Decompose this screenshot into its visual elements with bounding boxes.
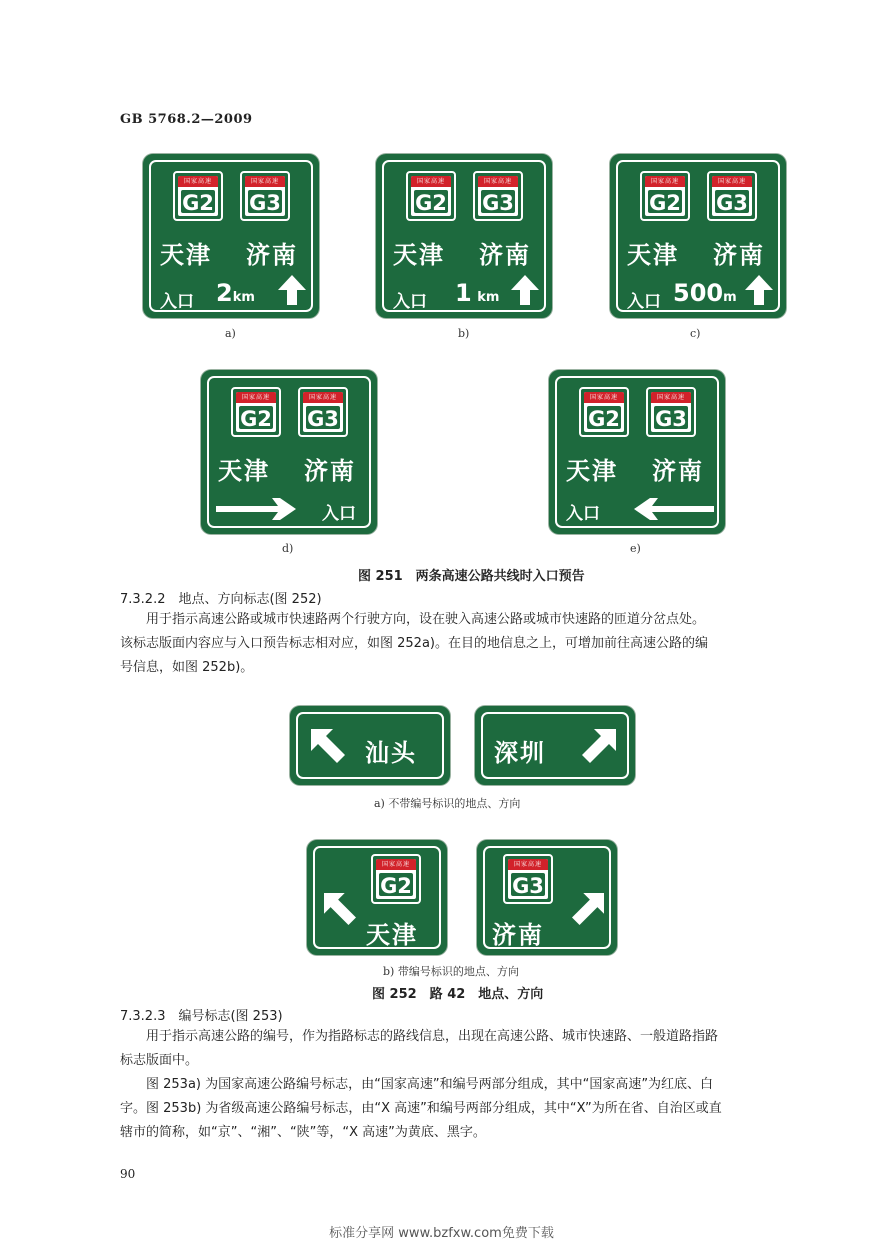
distance: 1 km <box>455 279 500 307</box>
caption-251a: a) <box>225 327 236 340</box>
paragraph-line: 用于指示高速公路或城市快速路两个行驶方向，设在驶入高速公路或城市快速路的匝道分岔点处。 <box>146 612 706 627</box>
route-shield: 国家高速 G2 <box>406 171 456 221</box>
arrow-left-icon <box>634 497 714 521</box>
paragraph-line: 辖市的简称，如“京”、“湘”、“陕”等，“X 高速”为黄底、黑字。 <box>120 1125 486 1140</box>
caption-251d: d) <box>282 542 294 555</box>
sign-252a-shantou <box>290 706 450 785</box>
city-jinan: 济南 <box>246 241 298 269</box>
section-heading-7323: 7.3.2.3 编号标志(图 253) <box>120 1009 283 1024</box>
standard-code: GB 5768.2—2009 <box>120 112 253 127</box>
sign-251a <box>143 154 319 318</box>
route-shield: 国家高速 G2 <box>640 171 690 221</box>
city-jinan: 济南 <box>304 457 356 485</box>
sign-252a-shenzhen <box>475 706 635 785</box>
paragraph-line: 字。图 253b) 为省级高速公路编号标志，由“X 高速”和编号两部分组成，其中“X”为所在省、自治区或直 <box>120 1101 722 1116</box>
sign-251d <box>201 370 377 534</box>
entry-label: 入口 <box>627 292 661 312</box>
caption-252a: a) 不带编号标识的地点、方向 <box>374 797 521 810</box>
entry-label: 入口 <box>566 504 600 524</box>
arrow-right-icon <box>216 497 296 521</box>
paragraph-line: 该标志版面内容应与入口预告标志相对应，如图 252a)。在目的地信息之上，可增加前往高速公路的编 <box>120 636 708 651</box>
paragraph-line: 号信息，如图 252b)。 <box>120 660 254 675</box>
caption-251b: b) <box>458 327 470 340</box>
arrow-up-icon <box>278 275 306 305</box>
city-jinan: 济南 <box>652 457 704 485</box>
route-shield: 国家高速 G3 <box>298 387 348 437</box>
figure-252-title: 图 252 路 42 地点、方向 <box>372 987 544 1002</box>
route-shield: 国家高速 G3 <box>646 387 696 437</box>
route-shield: 国家高速 G3 <box>473 171 523 221</box>
distance: 500m <box>673 279 737 307</box>
route-shield: 国家高速 G2 <box>231 387 281 437</box>
sign-252b-jinan <box>477 840 617 955</box>
caption-251e: e) <box>630 542 641 555</box>
arrow-up-right-icon <box>572 893 604 925</box>
city-shenzhen: 深圳 <box>494 739 546 767</box>
route-shield: 国家高速 G2 <box>579 387 629 437</box>
city-tianjin: 天津 <box>218 457 270 485</box>
route-shield: 国家高速 G2 <box>371 854 421 904</box>
route-shield: 国家高速 G3 <box>240 171 290 221</box>
city-tianjin: 天津 <box>160 241 212 269</box>
distance: 2km <box>216 279 255 307</box>
arrow-up-icon <box>745 275 773 305</box>
city-jinan: 济南 <box>713 241 765 269</box>
figure-251-title: 图 251 两条高速公路共线时入口预告 <box>358 569 585 584</box>
city-shantou: 汕头 <box>365 739 417 767</box>
route-shield: 国家高速 G3 <box>503 854 553 904</box>
sign-251e <box>549 370 725 534</box>
city-jinan: 济南 <box>492 921 544 949</box>
section-7322-body <box>120 608 810 680</box>
arrow-up-left-icon <box>324 893 356 925</box>
caption-252b: b) 带编号标识的地点、方向 <box>383 965 519 978</box>
paragraph-line: 图 253a) 为国家高速公路编号标志，由“国家高速”和编号两部分组成，其中“国家高速”为红底、白 <box>146 1077 714 1092</box>
sign-251c <box>610 154 786 318</box>
sign-252b-tianjin <box>307 840 447 955</box>
arrow-up-right-icon <box>582 729 616 763</box>
paragraph-line: 标志版面中。 <box>120 1053 199 1068</box>
entry-label: 入口 <box>322 504 356 524</box>
entry-label: 入口 <box>160 292 194 312</box>
city-tianjin: 天津 <box>366 921 418 949</box>
footer-watermark[interactable]: 标准分享网 www.bzfxw.com免费下载 <box>329 1226 554 1241</box>
city-tianjin: 天津 <box>393 241 445 269</box>
page-number: 90 <box>120 1167 136 1181</box>
route-shield: 国家高速 G2 <box>173 171 223 221</box>
entry-label: 入口 <box>393 292 427 312</box>
city-tianjin: 天津 <box>566 457 618 485</box>
section-7323-body <box>120 1025 810 1145</box>
arrow-up-left-icon <box>311 729 345 763</box>
city-jinan: 济南 <box>479 241 531 269</box>
sign-251b <box>376 154 552 318</box>
city-tianjin: 天津 <box>627 241 679 269</box>
route-shield: 国家高速 G3 <box>707 171 757 221</box>
arrow-up-icon <box>511 275 539 305</box>
section-heading-7322: 7.3.2.2 地点、方向标志(图 252) <box>120 592 322 607</box>
paragraph-line: 用于指示高速公路的编号，作为指路标志的路线信息，出现在高速公路、城市快速路、一般道路指路 <box>146 1029 719 1044</box>
caption-251c: c) <box>690 327 701 340</box>
